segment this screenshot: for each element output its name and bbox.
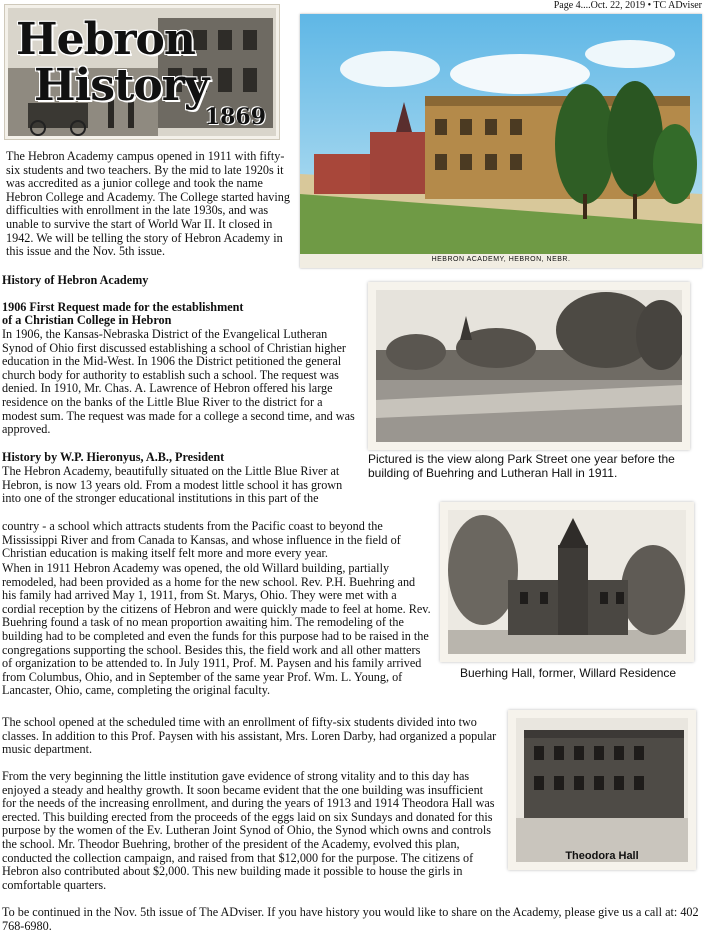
first-request-heading-1: 1906 First Request made for the establishment: [2, 300, 244, 314]
park-street-photo-frame: [368, 282, 690, 450]
masthead: [8, 8, 276, 136]
masthead-year: 1869: [204, 104, 266, 130]
page-info: Page 4....Oct. 22, 2019 • TC ADviser: [553, 0, 702, 11]
intro-paragraph: The Hebron Academy campus opened in 1911 with fifty-six students and two teachers. By the mid to late 1920s it was accredited as a junior college and took the name Hebron College and Academy. The College started having difficulties with enrollment in the late 1930s, and was unable to survive the start of World War II. It closed in 1942. We will be telling the story of Hebron Academy in this issue and the Nov. 5th issue.: [6, 149, 290, 259]
theodora-photo-frame: [508, 710, 696, 870]
masthead-title-history: History: [34, 60, 209, 111]
park-street-caption: Pictured is the view along Park Street one year before the building of Buehring and Lutheran Hall in 1911.: [368, 452, 675, 480]
buehring-hall-photo: [448, 510, 686, 654]
paragraph-school-opened: The school opened at the scheduled time with an enrollment of fifty-six students divided into two classes. In addition to this Prof. Paysen with his assistant, Mrs. Loren Darby, had organized a popular music department.: [2, 715, 497, 757]
paragraph-growth: From the very beginning the little institution gave evidence of strong vitality and to this day has enjoyed a steady and healthy growth. It soon became evident that the one building was insufficient for the needs of the increasing enrollment, and during the years of 1913 and 1914 Theodora Hall was erected. This building erected from the proceeds of the eggs laid on six Sundays and donated for this purpose by the women of the Ev. Lutheran Joint Synod of Ohio, the Synod which owns and controls the school. Mr. Theodor Buehring, brother of the president of the Academy, evolved this plan, conducted the collection campaign, and raised from that $12,000 for the purpose. The citizens of Hebron also contributed about $2,000. This new building made it possible to house the girls in comfortable quarters.: [2, 769, 495, 892]
theodora-hall-photo: [516, 718, 688, 862]
theodora-caption: Theodora Hall: [565, 850, 639, 862]
masthead-title-hebron: Hebron: [16, 14, 195, 65]
hieronyus-paragraph-wide: country - a school which attracts students from the Pacific coast to beyond the Mississippi River and from Canada to Kansas, and whose influence in the field of Christian education is making itself felt more and more every year.: [2, 519, 401, 561]
paragraph-1911: When in 1911 Hebron Academy was opened, the old Willard building, partially remodeled, had been provided as a home for the new school. Rev. P.H. Buehring and his family had arrived May 1, 1911, from St. Marys, Ohio. They were met with a cordial reception by the citizens of Hebron and were quickly made to feel at home. Rev. Buehring found a task of no mean proportion awaiting him. The remodeling of the building had to be completed and even the funds for this purpose had to be raised in the congregations supporting the school. Besides this, the field work and all other matters of organization to be attended to. In July 1911, Prof. M. Paysen and his family arrived from Columbus, Ohio, and in September of the same year Prof. Wm. L. Young, of Lancaster, Ohio, came, completing the original faculty.: [2, 561, 431, 698]
first-request-heading-2: of a Christian College in Hebron: [2, 313, 172, 327]
first-request-paragraph: In 1906, the Kansas-Nebraska District of the Evangelical Lutheran Synod of Ohio first discussed establishing a school of Christian higher education in the Mid-West. In 1906 the District petitioned the general church body for authority to establish such a school. The request was denied. In 1910, Mr. Chas. A. Lawrence of Hebron offered his large residence on the banks of the Little Blue River to the district for a modest sum. The request was made for a college a second time, and was approved.: [2, 327, 355, 437]
postcard-label: HEBRON ACADEMY, HEBRON, NEBR.: [431, 256, 571, 263]
buehring-photo-frame: [440, 502, 694, 662]
buehring-caption: Buerhing Hall, former, Willard Residence: [460, 666, 677, 680]
postcard-frame: [300, 14, 702, 268]
section-title: History of Hebron Academy: [2, 273, 149, 287]
postcard-image: [300, 14, 702, 254]
park-street-photo: [376, 290, 682, 442]
hieronyus-paragraph-narrow: The Hebron Academy, beautifully situated on the Little Blue River at Hebron, is now 13 years old. From a modest little school it has grown into one of the stronger educational institutions in this part of the: [2, 464, 343, 506]
continued-note: To be continued in the Nov. 5th issue of The ADviser. If you have history you would like to share on the Academy, please give us a call at: 402 768-6980.: [2, 905, 699, 933]
hieronyus-heading: History by W.P. Hieronyus, A.B., President: [2, 450, 225, 464]
